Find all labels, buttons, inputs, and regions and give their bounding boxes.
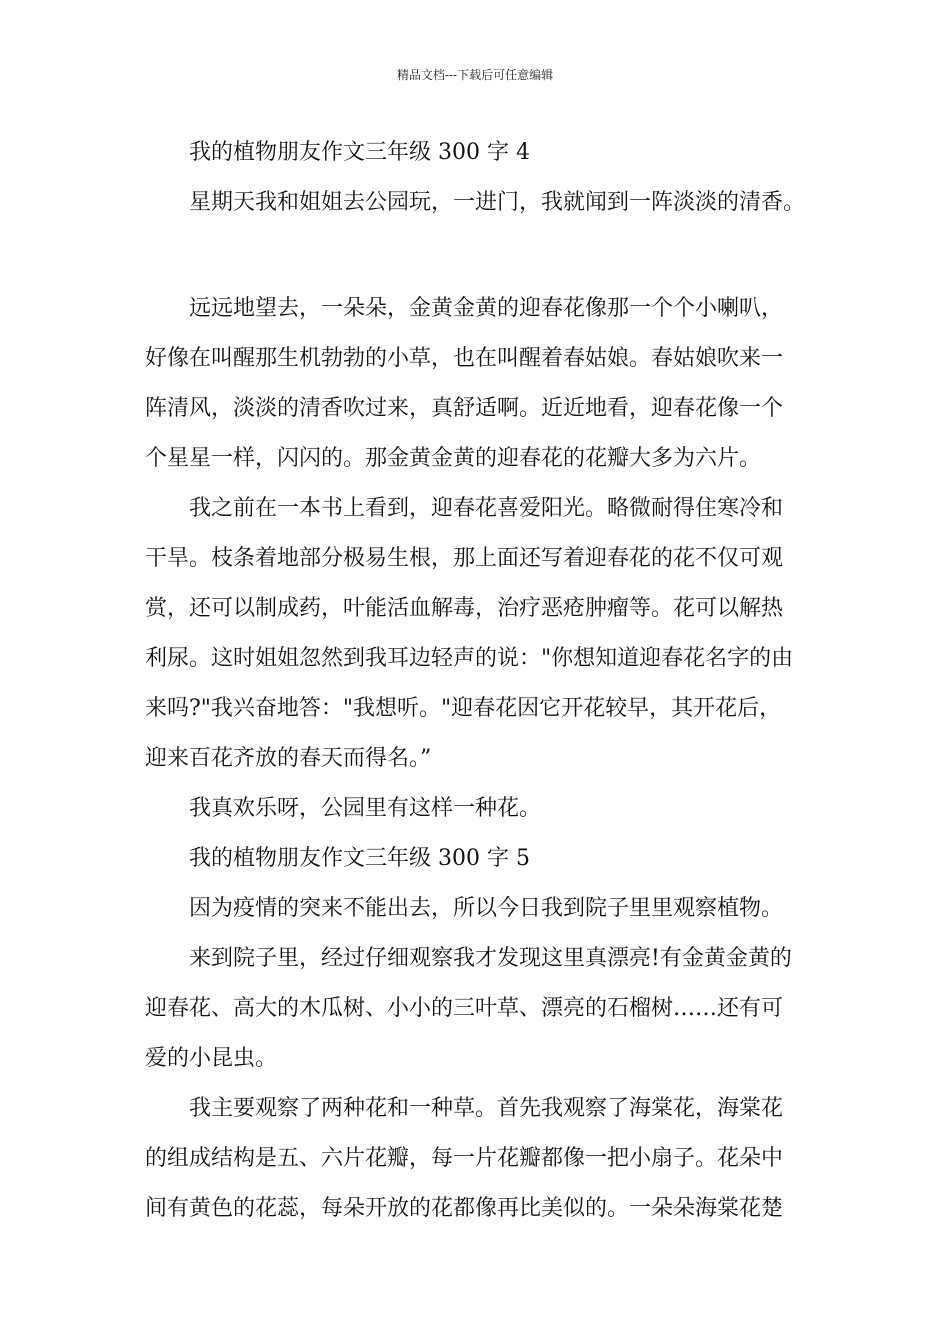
paragraph-3-line: 来吗?"我兴奋地答："我想听。"迎春花因它开花较早，其开花后， [145,696,782,721]
paragraph-7-line: 我主要观察了两种花和一种草。首先我观察了海棠花，海棠花 [189,1096,784,1121]
essay-title-4: 我的植物朋友作文三年级 300 字 4 [189,140,530,165]
paragraph-7-line: 的组成结构是五、六片花瓣，每一片花瓣都像一把小扇子。花朵中 [145,1146,784,1171]
paragraph-7-line: 间有黄色的花蕊，每朵开放的花都像再比美似的。一朵朵海棠花楚 [145,1196,784,1221]
paragraph-4: 我真欢乐呀，公园里有这样一种花。 [189,796,542,821]
paragraph-6-line: 来到院子里，经过仔细观察我才发现这里真漂亮!有金黄金黄的 [189,946,792,971]
paragraph-3-line: 迎来百花齐放的春天而得名。” [145,746,432,771]
paragraph-6 [145,934,815,1084]
essay-title-5: 我的植物朋友作文三年级 300 字 5 [189,846,530,871]
paragraph-2-line: 阵清风，淡淡的清香吹过来，真舒适啊。近近地看，迎春花像一个 [145,396,784,421]
paragraph-3-line: 干旱。枝条着地部分极易生根，那上面还写着迎春花的花不仅可观 [145,546,784,571]
paragraph-2-line: 个星星一样，闪闪的。那金黄金黄的迎春花的花瓣大多为六片。 [145,446,762,471]
paragraph-3 [145,484,815,784]
paragraph-3-line: 利尿。这时姐姐忽然到我耳边轻声的说："你想知道迎春花名字的由 [145,646,794,671]
paragraph-3-line: 赏，还可以制成药，叶能活血解毒，治疗恶疮肿瘤等。花可以解热 [145,596,784,621]
paragraph-1: 星期天我和姐姐去公园玩，一进门，我就闻到一阵淡淡的清香。 [189,190,806,215]
paragraph-2-line: 好像在叫醒那生机勃勃的小草，也在叫醒着春姑娘。春姑娘吹来一 [145,346,784,371]
paragraph-6-line: 迎春花、高大的木瓜树、小小的三叶草、漂亮的石榴树……还有可 [145,996,784,1021]
paragraph-5: 因为疫情的突来不能出去，所以今日我到院子里里观察植物。 [189,896,784,921]
paragraph-3-line: 我之前在一本书上看到，迎春花喜爱阳光。略微耐得住寒冷和 [189,496,784,521]
page-header: 精品文档---下载后可任意编辑 [396,68,554,82]
paragraph-6-line: 爱的小昆虫。 [145,1046,278,1071]
paragraph-2 [145,284,815,484]
paragraph-7 [145,1084,815,1234]
paragraph-2-line: 远远地望去，一朵朵，金黄金黄的迎春花像那一个个小喇叭， [189,296,784,321]
document-body [145,128,815,1234]
paragraph-gap [145,228,815,284]
